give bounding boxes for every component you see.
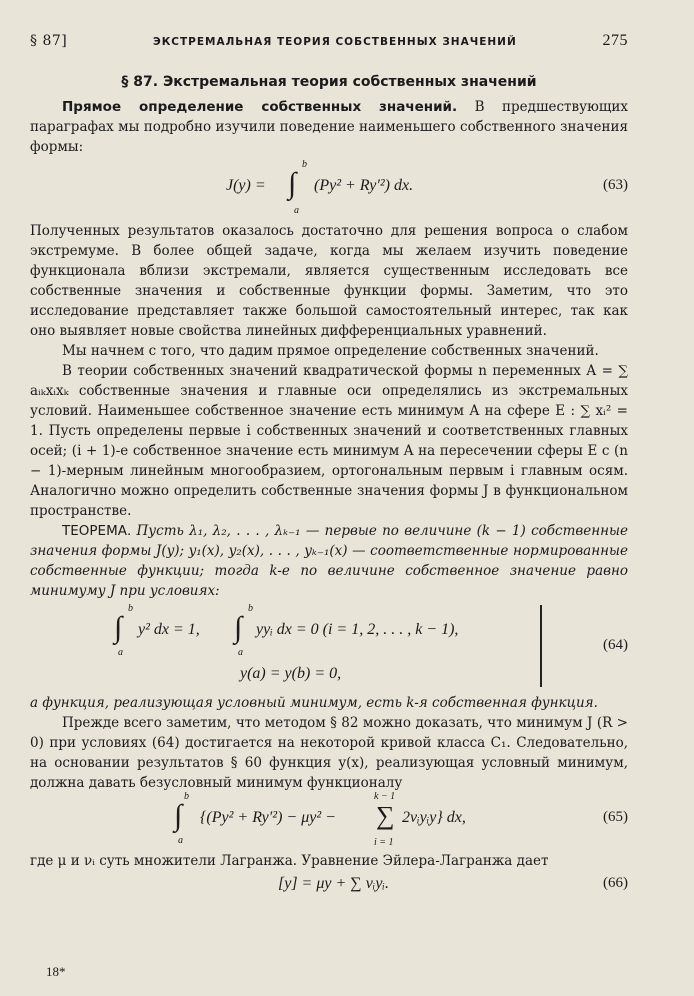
eq63-number: (63) bbox=[603, 177, 628, 193]
eq64-upper-limit: b bbox=[128, 603, 133, 614]
eq64-condition-1: y² dx = 1, bbox=[138, 621, 200, 638]
running-header bbox=[30, 32, 628, 50]
eq65-body: {(Py² + Ry′²) − μy² − bbox=[200, 809, 336, 826]
page-number: 275 bbox=[602, 32, 628, 49]
paragraph-6: Прежде всего заметим, что методом § 82 можно доказать, что минимум J (R > 0) при условиях (64) достигается на некоторой кривой класса C₁. Следовательно, на основании результатов § 60 функция y(x), реализующая условный минимум, должна давать безусловный минимум функционалу bbox=[30, 715, 628, 791]
paragraph-3: Мы начнем с того, что дадим прямое определение собственных значений. bbox=[62, 343, 599, 359]
paragraph-1-text: В предшествующих параграфах мы подробно изучили поведение наименьшего собственного значения формы: bbox=[30, 99, 628, 155]
eq65-lower-limit: a bbox=[178, 835, 183, 846]
paragraph-1-lead: Прямое определение собственных значений. bbox=[62, 99, 458, 115]
integral-sign: ∫ bbox=[288, 167, 297, 200]
eq63-upper-limit: b bbox=[302, 159, 307, 170]
paragraph-1 bbox=[30, 97, 628, 157]
theorem bbox=[30, 521, 628, 601]
header-section: § 87] bbox=[30, 33, 68, 49]
section-title: § 87. Экстремальная теория собственных значений bbox=[121, 74, 537, 90]
eq65-sum-upper: k − 1 bbox=[374, 791, 396, 802]
integral-sign: ∫ bbox=[234, 611, 243, 644]
eq64-upper-limit: b bbox=[248, 603, 253, 614]
paragraph-2: Полученных результатов оказалось достаточно для решения вопроса о слабом экстремуме. В более общей задаче, когда мы желаем изучить поведение функционала вблизи экстремали, является существенным исследовать все собственные значения и собственные функции формы. Заметим, что это исследование представляет также большой самостоятельный интерес, так как оно выявляет новые свойства линейных дифференциальных уравнений. bbox=[30, 223, 628, 339]
eq66-number: (66) bbox=[603, 875, 628, 891]
integral-sign: ∫ bbox=[174, 799, 183, 832]
eq64-number: (64) bbox=[603, 637, 628, 653]
summation-sign: ∑ bbox=[376, 801, 395, 830]
equation-65 bbox=[30, 793, 628, 851]
integral-sign: ∫ bbox=[114, 611, 123, 644]
eq65-sum-lower: i = 1 bbox=[374, 837, 394, 848]
eq63-body: (Py² + Ry′²) dx. bbox=[314, 177, 414, 194]
header-title: ЭКСТРЕМАЛЬНАЯ ТЕОРИЯ СОБСТВЕННЫХ ЗНАЧЕНИЙ bbox=[152, 36, 517, 48]
eq66-body: [y] = μy + ∑ νᵢyᵢ. bbox=[278, 875, 389, 892]
eq65-sum-term: 2νᵢyᵢy} dx, bbox=[402, 809, 466, 826]
theorem-text: Пусть λ₁, λ₂, . . . , λₖ₋₁ — первые по величине (k − 1) собственные значения формы J(y); y₁(x), y₂(x), . . . , yₖ₋₁(x) — соответственные нормированные собственные функции; тогда k-е по величине собственное значение равно минимуму J при условиях: bbox=[30, 523, 628, 599]
brace-bar bbox=[540, 605, 542, 687]
eq64-lower-limit: a bbox=[118, 647, 123, 658]
equation-63 bbox=[30, 157, 628, 221]
eq63-lhs: J(y) = bbox=[226, 177, 266, 194]
signature-mark: 18* bbox=[46, 964, 66, 979]
eq65-upper-limit: b bbox=[184, 791, 189, 802]
eq64-condition-2: yyᵢ dx = 0 (i = 1, 2, . . . , k − 1), bbox=[256, 621, 459, 638]
paragraph-5: а функция, реализующая условный минимум, есть k-я собственная функция. bbox=[30, 695, 598, 711]
theorem-label: ТЕОРЕМА. bbox=[62, 523, 132, 539]
paragraph-4: В теории собственных значений квадратической формы n переменных A = ∑ aᵢₖxᵢxₖ собственные значения и главные оси определялись из экстремальных условий. Наименьшее собственное значение есть минимум A на сфере E : ∑ xᵢ² = 1. Пусть определены первые i собственных значений и соответственных главных осей; (i + 1)-е собственное значение есть минимум A на пересечении сферы E с (n − 1)-мерным линейным многообразием, ортогональным первым i главным осям. Аналогично можно определить собственные значения формы J в функциональном пространстве. bbox=[30, 363, 628, 519]
eq63-lower-limit: a bbox=[294, 205, 299, 216]
eq65-number: (65) bbox=[603, 809, 628, 825]
eq64-lower-limit: a bbox=[238, 647, 243, 658]
paragraph-7: где μ и νᵢ суть множители Лагранжа. Уравнение Эйлера-Лагранжа дает bbox=[30, 853, 549, 869]
eq64-boundary: y(a) = y(b) = 0, bbox=[240, 665, 342, 682]
equation-64 bbox=[30, 601, 628, 693]
equation-66 bbox=[30, 871, 628, 901]
